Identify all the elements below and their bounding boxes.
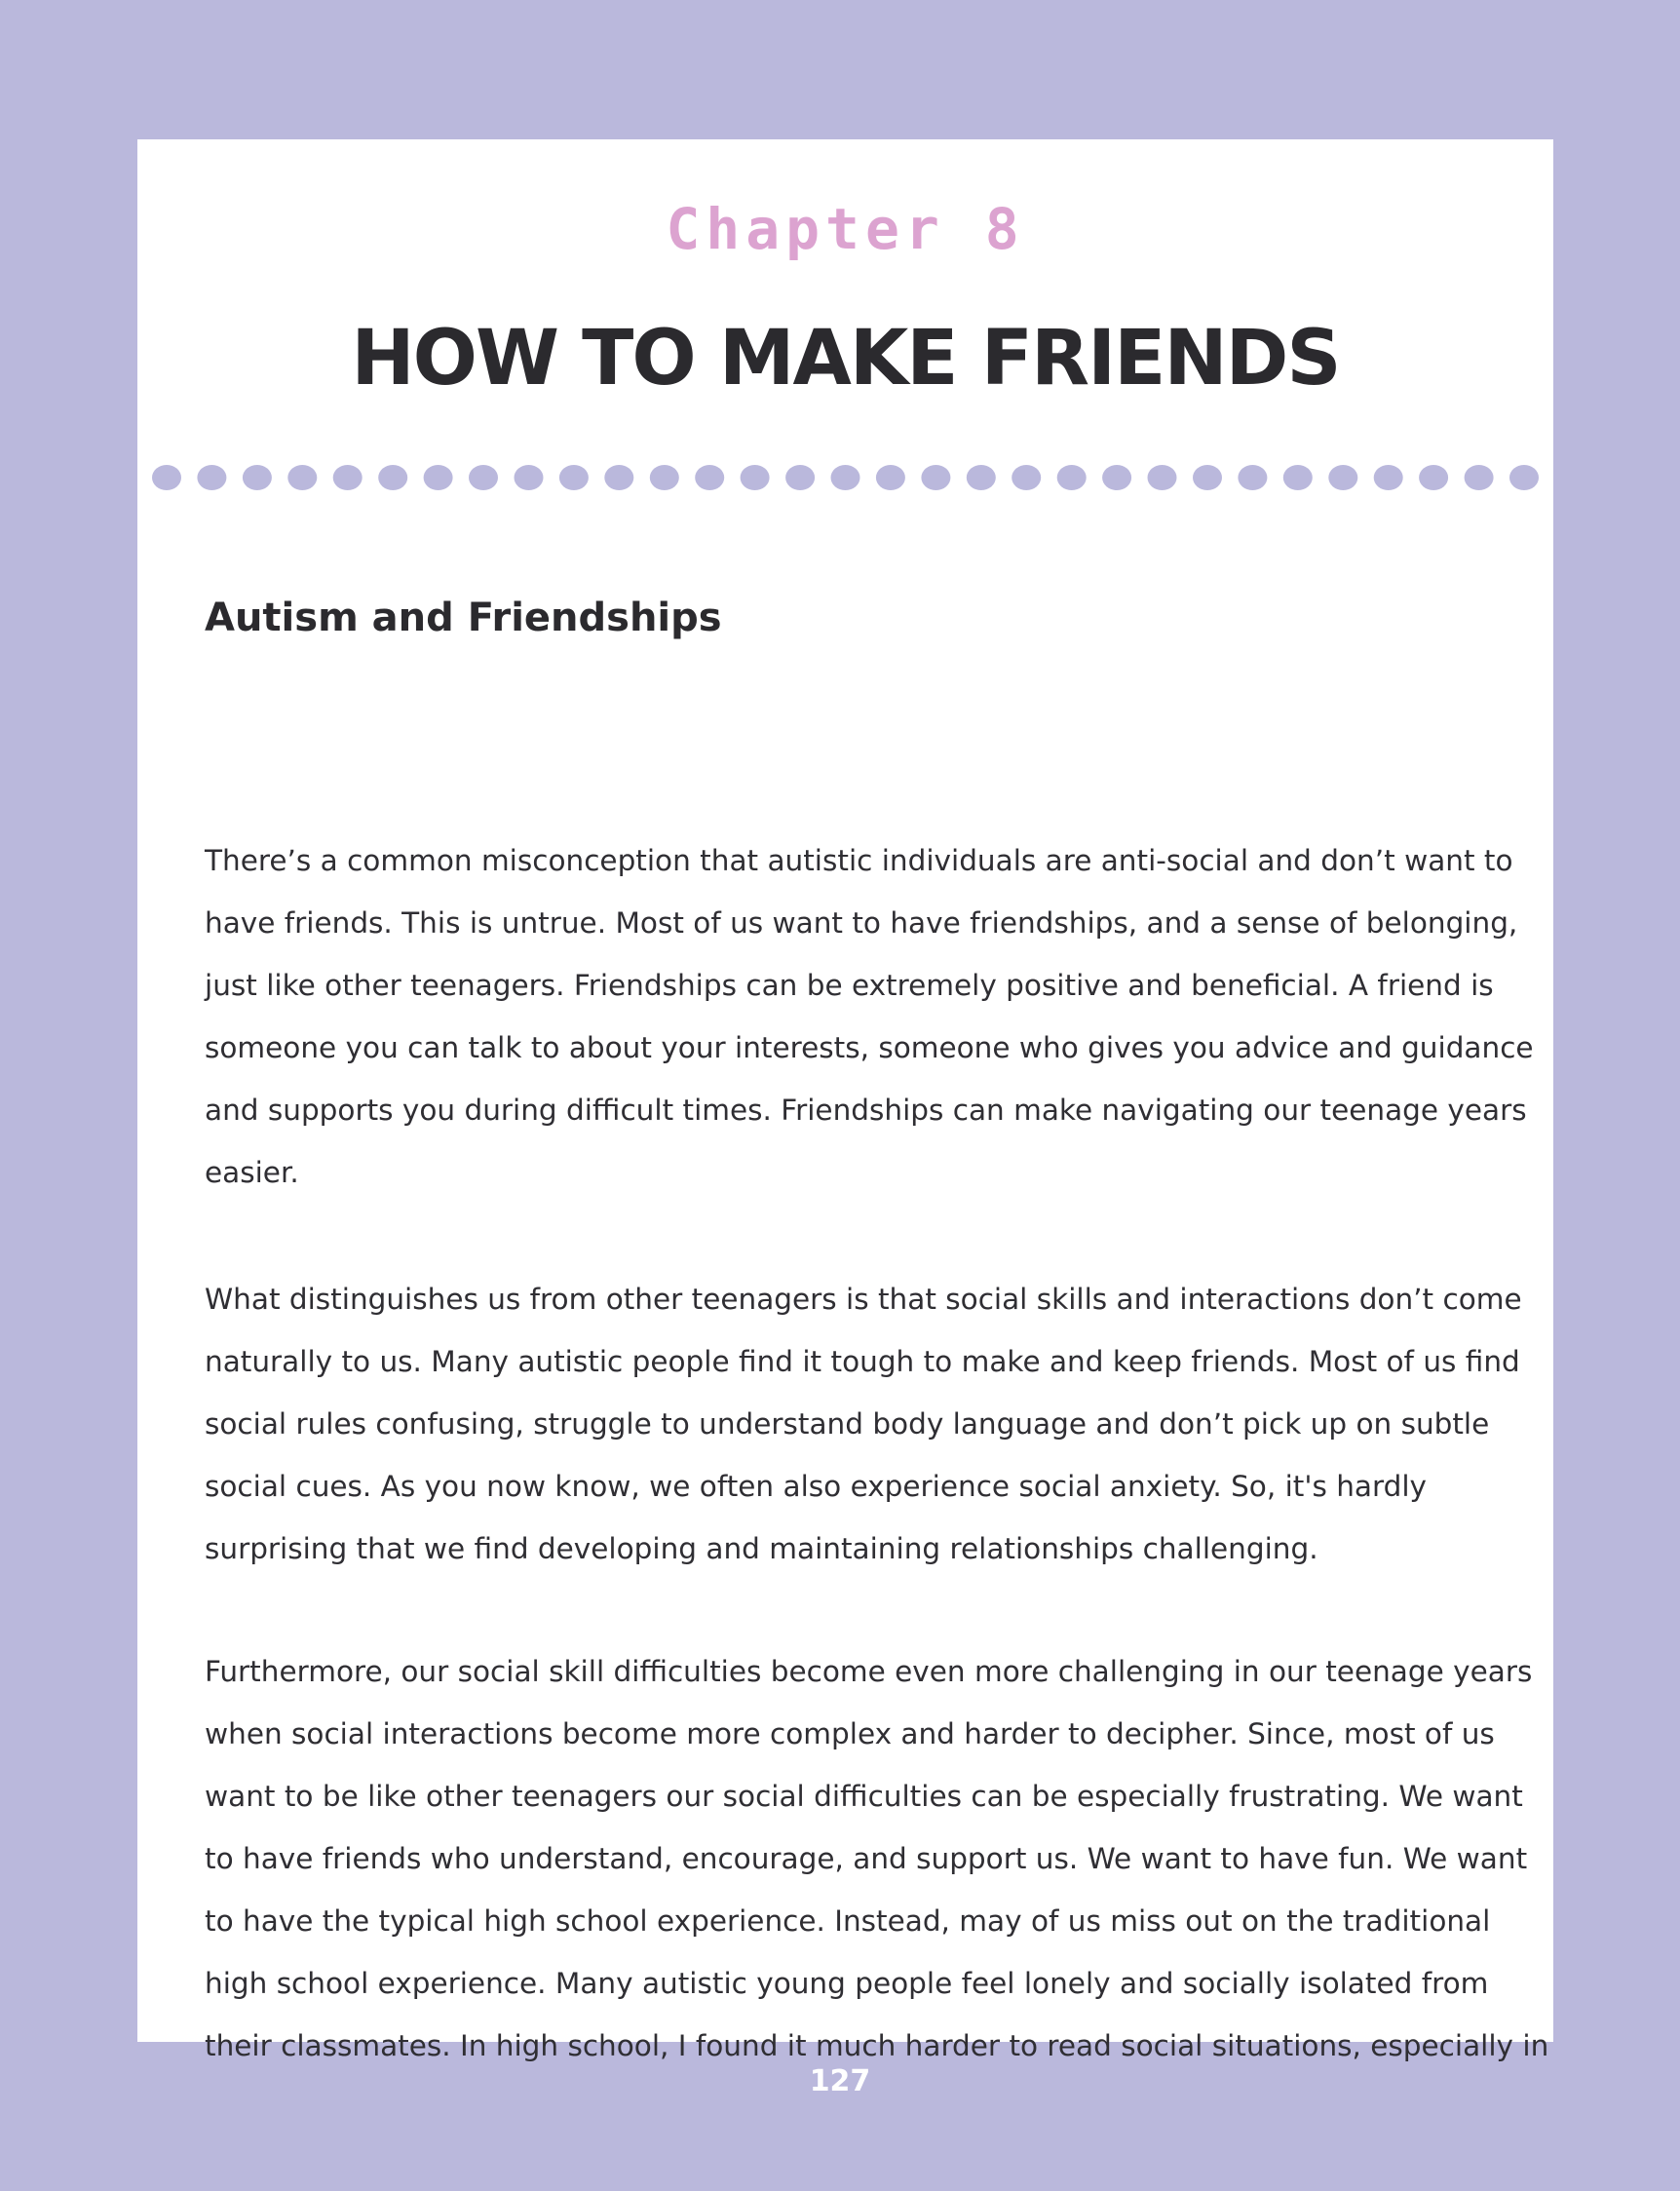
text-line: just like other teenagers. Friendships can be extremely positive and beneficial. A friend is — [205, 969, 1494, 1002]
text-line: social cues. As you now know, we often also experience social anxiety. So, it's hardly — [205, 1470, 1427, 1503]
divider-dot — [921, 465, 950, 490]
divider-dot — [604, 465, 633, 490]
divider-dot — [1057, 465, 1087, 490]
text-line: have friends. This is untrue. Most of us want to have friendships, and a sense of belonging, — [205, 906, 1518, 940]
divider-dot — [741, 465, 770, 490]
text-line: Furthermore, our social skill difficulties become even more challenging in our teenage years — [205, 1655, 1533, 1688]
divider-dot — [152, 465, 181, 490]
divider-dot — [1419, 465, 1448, 490]
divider-dot — [559, 465, 589, 490]
body-paragraph-2 — [205, 1268, 1522, 1580]
body-paragraph-1 — [205, 829, 1534, 1204]
text-line: to have the typical high school experience. Instead, may of us miss out on the traditional — [205, 1904, 1491, 1938]
divider-dot — [424, 465, 453, 490]
text-line: easier. — [205, 1156, 299, 1189]
text-line: someone you can talk to about your interests, someone who gives you advice and guidance — [205, 1031, 1534, 1064]
divider-dot — [1148, 465, 1177, 490]
section-heading: Autism and Friendships — [205, 596, 722, 640]
divider-dot — [378, 465, 407, 490]
page-panel — [137, 139, 1553, 2062]
divider-dot — [831, 465, 860, 490]
divider-dot — [967, 465, 996, 490]
page-number: 127 — [809, 2064, 871, 2098]
text-line: What distinguishes us from other teenagers is that social skills and interactions don’t come — [205, 1283, 1522, 1316]
divider-dot — [1102, 465, 1131, 490]
text-line: naturally to us. Many autistic people find it tough to make and keep friends. Most of us find — [205, 1345, 1520, 1378]
divider-dot — [1283, 465, 1313, 490]
text-line: when social interactions become more complex and harder to decipher. Since, most of us — [205, 1717, 1495, 1750]
divider-dot — [333, 465, 363, 490]
divider-dot — [197, 465, 226, 490]
divider-dot — [515, 465, 544, 490]
divider-dot — [695, 465, 724, 490]
divider-dot — [1012, 465, 1041, 490]
text-line: There’s a common misconception that autistic individuals are anti-social and don’t want to — [205, 844, 1513, 877]
divider-dot — [1374, 465, 1403, 490]
divider-dot — [1328, 465, 1357, 490]
text-line: to have friends who understand, encourage, and support us. We want to have fun. We want — [205, 1842, 1528, 1875]
divider-dot — [1465, 465, 1494, 490]
chapter-label: Chapter 8 — [666, 196, 1025, 262]
body-paragraph-3 — [205, 1640, 1549, 2077]
divider-dot — [1193, 465, 1222, 490]
chapter-title: HOW TO MAKE FRIENDS — [351, 315, 1340, 403]
divider-dot — [785, 465, 815, 490]
divider-dot — [287, 465, 317, 490]
text-line: want to be like other teenagers our social difficulties can be especially frustrating. We want — [205, 1780, 1523, 1813]
text-line: social rules confusing, struggle to understand body language and don’t pick up on subtle — [205, 1407, 1490, 1441]
text-line: high school experience. Many autistic young people feel lonely and socially isolated from — [205, 1967, 1489, 2000]
text-line: surprising that we find developing and maintaining relationships challenging. — [205, 1532, 1318, 1565]
divider-dot — [876, 465, 905, 490]
divider-dot — [469, 465, 498, 490]
divider-dot — [1509, 465, 1539, 490]
divider-dot — [1238, 465, 1267, 490]
text-line: their classmates. In high school, I found it much harder to read social situations, especially in — [205, 2029, 1549, 2062]
divider-dot — [243, 465, 272, 490]
divider-dot — [650, 465, 679, 490]
dotted-divider — [137, 463, 1553, 492]
text-line: and supports you during difficult times. Friendships can make navigating our teenage years — [205, 1094, 1527, 1127]
